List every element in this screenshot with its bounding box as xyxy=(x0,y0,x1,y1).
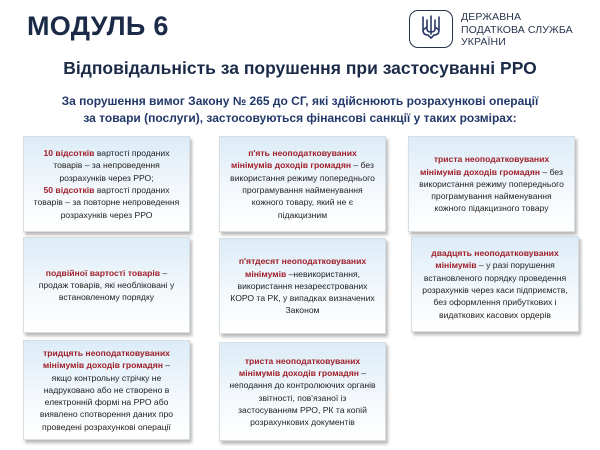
sanction-text xyxy=(417,153,566,214)
sanction-description: – без використання режиму попереднього програмування найменування кожного підакцизного товару xyxy=(419,166,564,214)
trident-emblem-icon xyxy=(421,14,441,45)
sanction-text xyxy=(32,347,181,433)
sanction-text xyxy=(228,147,377,221)
sanction-amount: триста неоподатковуваних мінімумів доходів громадян xyxy=(238,355,361,378)
sanction-description: – у разі порушення встановленого порядку проведення розрахунків через каси підприємств, без оформлення прибуткових і видаткових касових ордерів xyxy=(422,260,568,320)
sanction-text xyxy=(228,255,377,316)
sanction-card-20-minimums xyxy=(411,236,579,332)
sanction-card-300-minimums-reporting xyxy=(219,342,386,441)
logo-line-1: ДЕРЖАВНА xyxy=(461,11,522,23)
sanction-text xyxy=(32,147,181,221)
sanction-description: – без використання режиму попереднього програмування найменування кожного товару, який не є підакцизним xyxy=(230,160,375,220)
sanction-card-30-minimums xyxy=(23,340,190,440)
sanction-description: – якщо контрольну стрічку не надруковано або не створено в електронній формі на РРО або виявлено спотворення даних про проведені розрахункові операції xyxy=(39,360,174,432)
intro-line-1: За порушення вимог Закону № 265 до СГ, які здійснюють розрахункові операції xyxy=(61,94,539,108)
intro-text xyxy=(0,93,600,127)
sanction-amount: двадцять неоподатковуваних мінімумів xyxy=(431,248,559,271)
sanction-amount: 50 відсотків xyxy=(43,185,95,195)
sanction-amount: 10 відсотків xyxy=(43,148,95,159)
sanction-card-50-minimums xyxy=(219,238,386,334)
sanction-description: – неподання до контролюючих органів звітності, пов'язаної із застосуванням РРО, РК та копій розрахункових документів xyxy=(229,367,376,428)
sanction-description: вартості проданих товарів – за повторне непроведення розрахунків через РРО xyxy=(33,185,180,220)
sanction-card-300-minimums-excise xyxy=(408,136,575,232)
logo-line-2: ПОДАТКОВА СЛУЖБА xyxy=(461,23,573,36)
logo-line-3: УКРАЇНИ xyxy=(461,36,506,48)
module-title: МОДУЛЬ 6 xyxy=(27,11,169,41)
page-subtitle: Відповідальність за порушення при застосуванні РРО xyxy=(63,58,537,78)
sanction-description: –невикористання, використання незареєстрованих КОРО та РК, у випадках визначених Законом xyxy=(230,268,375,316)
sanction-amount: триста неоподатковуваних мінімумів доходів громадян xyxy=(420,154,550,177)
sanction-amount: тридцять неоподатковуваних мінімумів доходів громадян xyxy=(42,347,170,371)
sanction-card-double-value xyxy=(23,237,190,333)
sanction-amount: п'ять неоподатковуваних мінімумів доходів громадян xyxy=(231,148,357,171)
sanction-text xyxy=(420,247,570,321)
intro-line-2: за товари (послуги), застосовуються фінансові санкції у таких розмірах: xyxy=(83,111,517,125)
sanction-card-5-minimums xyxy=(219,136,386,232)
sanction-description: вартості проданих товарів – за непроведення розрахунків через РРО; xyxy=(53,148,170,183)
sanction-card-10-50-percent xyxy=(23,136,190,232)
sanction-amount: п'ятдесят неоподатковуваних мінімумів xyxy=(238,256,367,279)
sanction-description: – продаж товарів, які необліковані у встановленому порядку xyxy=(38,267,175,303)
sanction-text xyxy=(32,267,181,304)
sanction-amount: подвійної вартості товарів xyxy=(45,267,161,278)
tax-service-name xyxy=(461,11,573,49)
tax-service-logo xyxy=(409,10,453,48)
sanction-text xyxy=(228,355,377,429)
